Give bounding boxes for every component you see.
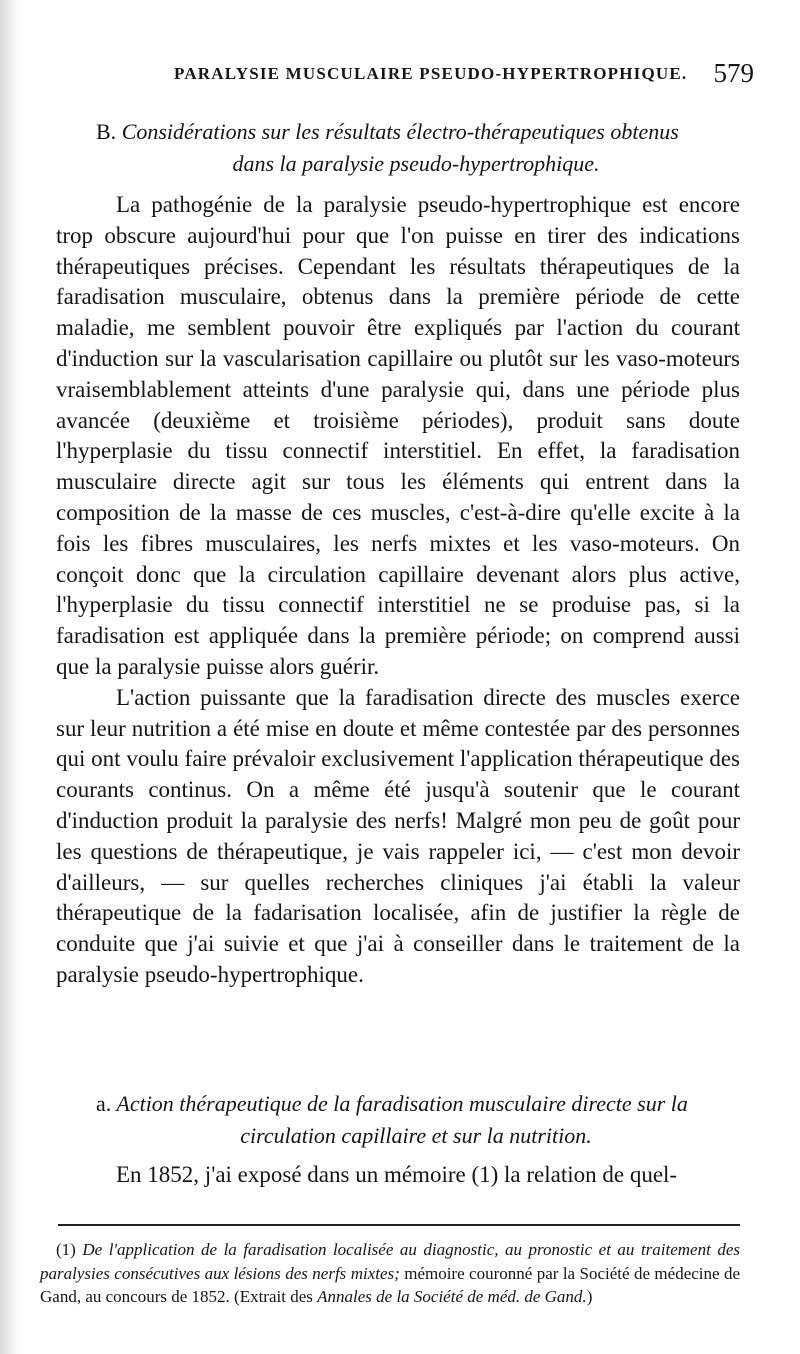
paragraph-1: La pathogénie de la paralysie pseudo-hypertrophique est encore trop obscure aujourd'hui pour que l'on puisse en tirer des indications thérapeutiques précises. Cependant les résultats thérapeutiques de la faradisation musculaire, obtenus dans la première période de cette maladie, me semblent pouvoir être expliqués par l'action du courant d'induction sur la vascularisation capillaire ou plutôt sur les vaso-moteurs vraisemblablement atteints d'une paralysie qui, dans une période plus avancée (deuxième et troisième périodes), produit sans doute l'hyperplasie du tissu connectif interstitiel. En effet, la faradisation musculaire directe agit sur tous les éléments qui entrent dans la composition de la masse de ces muscles, c'est-à-dire qu'elle excite à la fois les fibres musculaires, les nerfs mixtes et les vaso-moteurs. On conçoit donc que la circulation capillaire devenant alors plus active, l'hyperplasie du tissu connectif interstitiel ne se produise pas, si la faradisation est appliquée dans la première période; on comprend aussi que la paralysie puisse alors guérir. <box>56 192 740 679</box>
paragraph-2: L'action puissante que la faradisation directe des muscles exerce sur leur nutrition a été mise en doute et même contestée par des personnes qui ont voulu faire prévaloir exclusivement l'application thérapeutique des courants continus. On a même été jusqu'à soutenir que le courant d'induction produit la paralysie des nerfs! Malgré mon peu de goût pour les questions de thérapeutique, je vais rappeler ici, — c'est mon devoir d'ailleurs, — sur quelles recherches cliniques j'ai établi la valeur thérapeutique de la fadarisation localisée, afin de justifier la règle de conduite que j'ai suivie et que j'ai à conseiller dans le traitement de la paralysie pseudo-hypertrophique. <box>56 684 740 987</box>
section-title-line1: Considérations sur les résultats électro-thérapeutiques obtenus <box>121 119 679 144</box>
footnote <box>40 1238 740 1309</box>
running-title: PARALYSIE MUSCULAIRE PSEUDO-HYPERTROPHIQUE. <box>174 64 688 83</box>
running-header <box>174 58 754 98</box>
paragraph-3-start: En 1852, j'ai exposé dans un mémoire (1) la relation de quel- <box>116 1162 678 1187</box>
subsection-marker: a. <box>96 1091 112 1116</box>
body-paragraphs <box>56 190 740 991</box>
subsection-title-line2: circulation capillaire et sur la nutrition. <box>240 1123 592 1148</box>
page-number: 579 <box>713 58 754 88</box>
section-marker: B. <box>96 119 117 144</box>
footnote-title: De l'application de la faradisation localisée au diagnostic, au pronostic et au traitement des paralysies consécutives aux lésions des nerfs mixtes; <box>40 1240 741 1283</box>
section-title-line2: dans la paralysie pseudo-hypertrophique. <box>232 151 600 176</box>
footnote-close: ) <box>586 1287 593 1306</box>
footnote-journal: Annales de la Société de méd. de Gand. <box>317 1287 587 1306</box>
subsection-a-heading <box>96 1088 736 1152</box>
footnote-mark: (1) <box>56 1240 76 1259</box>
footnote-rule <box>58 1224 740 1226</box>
page-edge-shadow <box>0 0 22 1354</box>
subsection-title-line1: Action thérapeutique de la faradisation musculaire directe sur la <box>116 1091 688 1116</box>
footnote-text: mémoire couronné par la Société de médecine de Gand, au concours de 1852. (Extrait des <box>40 1263 741 1306</box>
body-continuation <box>56 1160 740 1191</box>
section-b-heading <box>96 116 736 180</box>
